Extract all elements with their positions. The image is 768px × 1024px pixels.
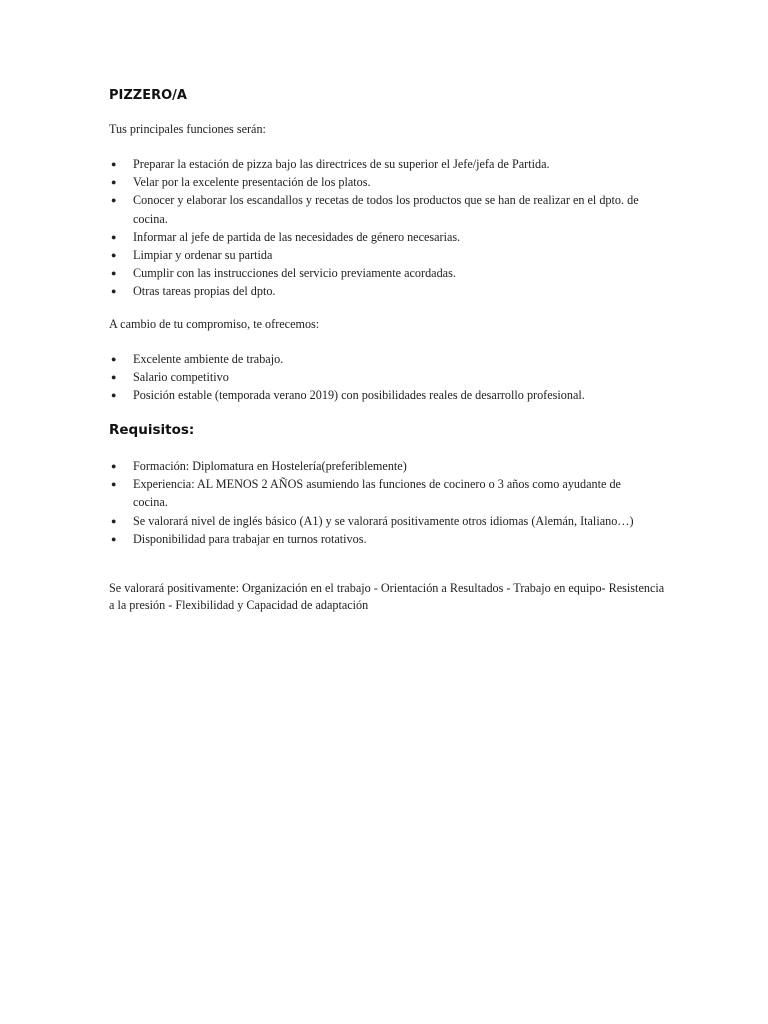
bullet-icon: ● xyxy=(111,354,117,364)
bullet-icon: ● xyxy=(111,372,117,383)
offer-list xyxy=(109,350,669,405)
bullet-icon: ● xyxy=(111,479,117,490)
offer-intro: A cambio de tu compromiso, te ofrecemos: xyxy=(109,317,320,331)
list-item: ● Salario competitivo xyxy=(109,368,669,386)
list-item: ● Disponibilidad para trabajar en turnos rotativos. xyxy=(109,530,669,548)
list-item: ● Cumplir con las instrucciones del servicio previamente acordadas. xyxy=(109,264,669,282)
bullet-icon: ● xyxy=(111,159,117,169)
closing-paragraph: Se valorará positivamente: Organización en el trabajo - Orientación a Resultados - Trabajo en equipo- Resistencia a la presión - Flexibilidad y Capacidad de adaptación xyxy=(109,581,665,612)
list-item: ● Excelente ambiente de trabajo. xyxy=(109,350,669,368)
bullet-icon: ● xyxy=(111,231,117,242)
list-item: ● Preparar la estación de pizza bajo las directrices de su superior el Jefe/jefa de Partida. xyxy=(109,155,673,173)
bullet-icon: ● xyxy=(111,461,117,471)
job-title: PIZZERO/A xyxy=(109,88,187,103)
list-item: ● Informar al jefe de partida de las necesidades de género necesarias. xyxy=(109,228,669,246)
duties-list xyxy=(109,155,669,301)
bullet-icon: ● xyxy=(111,533,117,544)
bullet-icon: ● xyxy=(111,515,117,526)
duties-intro: Tus principales funciones serán: xyxy=(109,122,266,136)
list-item: ● Se valorará nivel de inglés básico (A1) y se valorará positivamente otros idiomas (Alemán, Italiano…) xyxy=(109,512,653,530)
bullet-icon: ● xyxy=(111,250,117,261)
list-item: ● Posición estable (temporada verano 2019) con posibilidades reales de desarrollo profesional. xyxy=(109,386,669,404)
list-item: ● Limpiar y ordenar su partida xyxy=(109,246,669,264)
list-item: ● Experiencia: AL MENOS 2 AÑOS asumiendo las funciones de cocinero o 3 años como ayudante de cocina. xyxy=(111,477,621,510)
list-item: ● Velar por la excelente presentación de los platos. xyxy=(109,173,669,191)
list-item: ● Otras tareas propias del dpto. xyxy=(109,282,669,300)
list-item: ● Conocer y elaborar los escandallos y recetas de todos los productos que se han de realizar en el dpto. de cocina. xyxy=(111,193,639,226)
list-item: ● Formación: Diplomatura en Hostelería(preferiblemente) xyxy=(109,457,669,475)
bullet-icon: ● xyxy=(111,286,117,297)
requirements-list xyxy=(109,457,669,548)
bullet-icon: ● xyxy=(111,390,117,401)
bullet-icon: ● xyxy=(111,195,117,206)
bullet-icon: ● xyxy=(111,268,117,279)
bullet-icon: ● xyxy=(111,177,117,188)
requirements-heading: Requisitos: xyxy=(109,422,195,438)
